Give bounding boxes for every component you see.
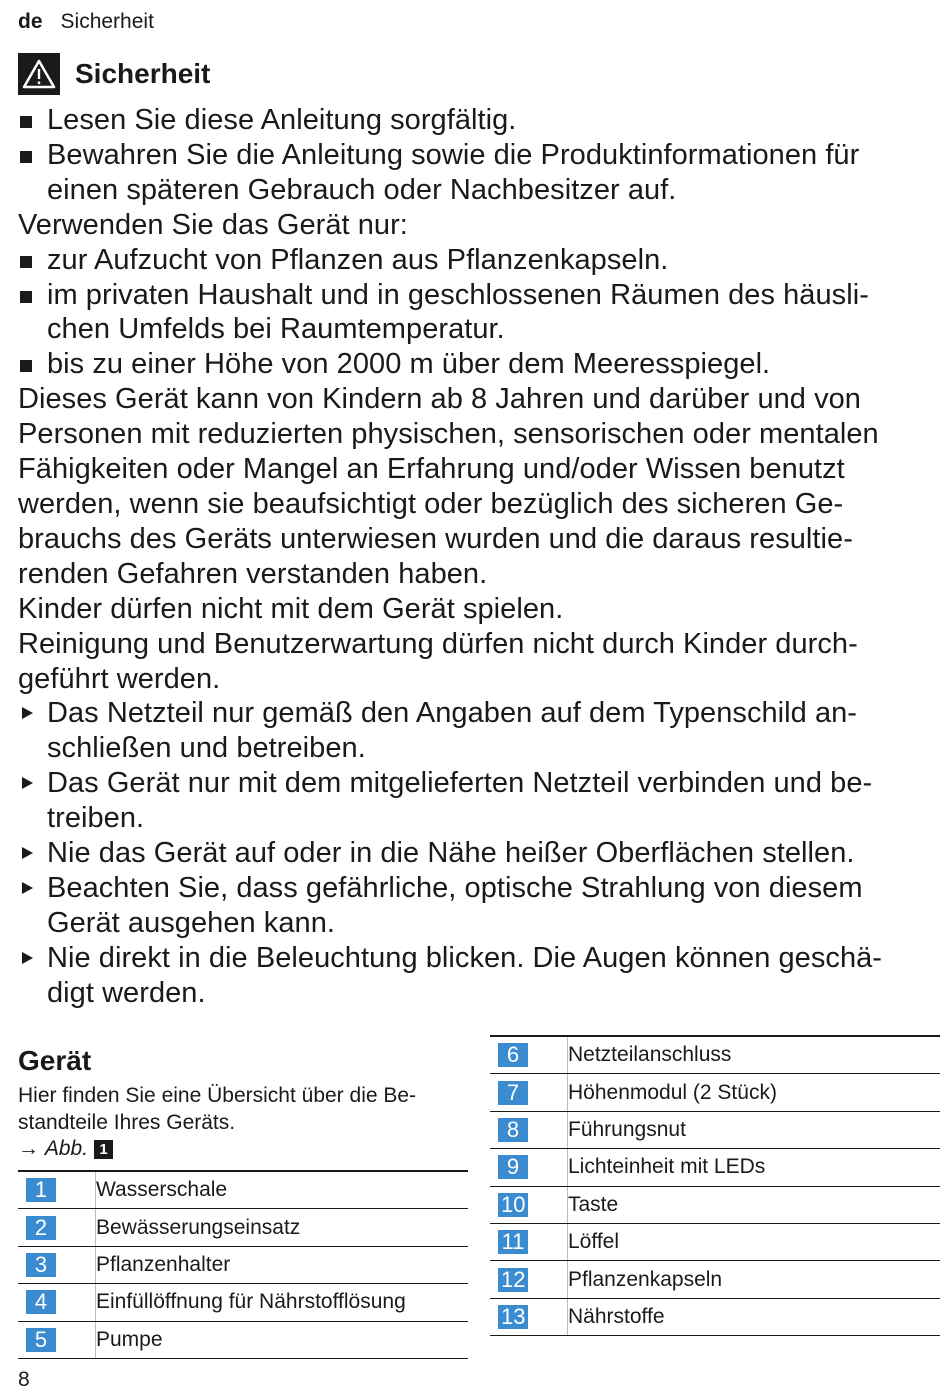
part-number-cell xyxy=(490,1299,568,1335)
table-row xyxy=(490,1149,940,1186)
bullet-item: Lesen Sie diese Anleitung sorgfältig. xyxy=(18,103,943,138)
part-number-cell xyxy=(18,1172,96,1208)
parts-table-right xyxy=(490,1035,940,1336)
action-continuation: Gerät ausgehen kann. xyxy=(47,906,335,939)
triangle-arrow-icon xyxy=(18,836,47,871)
part-name: Bewässerungseinsatz xyxy=(96,1215,301,1239)
device-section xyxy=(18,1042,468,1359)
part-number-badge: 3 xyxy=(26,1253,56,1277)
paragraph-line: geführt werden. xyxy=(18,662,221,695)
part-number-badge: 4 xyxy=(26,1290,56,1314)
part-number-badge: 9 xyxy=(498,1155,528,1179)
bullet-item: Bewahren Sie die Anleitung sowie die Produktinformationen für xyxy=(18,138,943,173)
table-row xyxy=(490,1224,940,1261)
language-code: de xyxy=(18,10,43,33)
part-name: Wasserschale xyxy=(96,1178,228,1202)
table-row xyxy=(18,1247,468,1284)
bullet-item: bis zu einer Höhe von 2000 m über dem Meeresspiegel. xyxy=(18,347,943,382)
square-bullet-icon xyxy=(18,347,47,382)
triangle-arrow-icon xyxy=(18,766,47,801)
page-header xyxy=(18,8,154,36)
part-number-badge: 13 xyxy=(498,1305,528,1329)
table-row xyxy=(18,1172,468,1209)
square-bullet-icon xyxy=(18,138,47,173)
table-row xyxy=(490,1037,940,1074)
part-number-badge: 11 xyxy=(498,1230,528,1254)
part-number-cell xyxy=(18,1284,96,1320)
table-row xyxy=(490,1112,940,1149)
action-item: Beachten Sie, dass gefährliche, optische Strahlung von diesem xyxy=(18,871,943,906)
part-name: Pflanzenkapseln xyxy=(568,1267,723,1291)
bullet-continuation: einen späteren Gebrauch oder Nachbesitzer auf. xyxy=(47,173,677,206)
paragraph-line: brauchs des Geräts unterwiesen wurden und die daraus resultie- xyxy=(18,522,853,555)
part-name: Löffel xyxy=(568,1230,619,1254)
part-name: Taste xyxy=(568,1192,619,1216)
part-name: Höhenmodul (2 Stück) xyxy=(568,1080,777,1104)
part-number-badge: 1 xyxy=(26,1178,56,1202)
part-number-badge: 7 xyxy=(498,1081,528,1105)
table-row xyxy=(490,1187,940,1224)
part-number-cell xyxy=(490,1149,568,1185)
safety-text xyxy=(18,103,943,1011)
part-number-cell xyxy=(490,1074,568,1110)
part-number-cell xyxy=(18,1209,96,1245)
action-item: Nie direkt in die Beleuchtung blicken. Die Augen können geschä- xyxy=(18,941,943,976)
table-row xyxy=(18,1209,468,1246)
paragraph-line: Reinigung und Benutzerwartung dürfen nicht durch Kinder durch- xyxy=(18,627,858,660)
part-number-cell xyxy=(490,1037,568,1073)
triangle-arrow-icon xyxy=(18,696,47,731)
part-name: Pflanzenhalter xyxy=(96,1252,231,1276)
bullet-item: im privaten Haushalt und in geschlossenen Räumen des häusli- xyxy=(18,278,943,313)
square-bullet-icon xyxy=(18,243,47,278)
section-heading xyxy=(18,45,943,103)
bullet-item: zur Aufzucht von Pflanzen aus Pflanzenkapseln. xyxy=(18,243,943,278)
header-section: Sicherheit xyxy=(60,10,154,33)
part-number-badge: 8 xyxy=(498,1118,528,1142)
table-row xyxy=(490,1299,940,1336)
table-row xyxy=(18,1322,468,1359)
part-number-badge: 2 xyxy=(26,1216,56,1240)
paragraph-line: Personen mit reduzierten physischen, sensorischen oder mentalen xyxy=(18,418,879,451)
part-number-cell xyxy=(490,1187,568,1223)
action-continuation: treiben. xyxy=(47,802,145,835)
action-item: Das Gerät nur mit dem mitgelieferten Netzteil verbinden und be- xyxy=(18,766,943,801)
part-number-badge: 10 xyxy=(498,1193,528,1217)
part-name: Nährstoffe xyxy=(568,1304,665,1328)
device-intro-line: standteile Ihres Geräts. xyxy=(18,1111,236,1134)
part-number-badge: 12 xyxy=(498,1268,528,1292)
paragraph-line: werden, wenn sie beaufsichtigt oder bezüglich des sicheren Ge- xyxy=(18,487,844,520)
bullet-continuation: chen Umfelds bei Raumtemperatur. xyxy=(47,313,505,346)
paragraph-line: Kinder dürfen nicht mit dem Gerät spielen. xyxy=(18,592,564,625)
table-row xyxy=(18,1284,468,1321)
action-continuation: schließen und betreiben. xyxy=(47,732,366,765)
part-number-cell xyxy=(490,1224,568,1260)
part-name: Lichteinheit mit LEDs xyxy=(568,1155,766,1179)
part-number-cell xyxy=(490,1261,568,1297)
device-heading: Gerät xyxy=(18,1045,92,1076)
paragraph-line: renden Gefahren verstanden haben. xyxy=(18,557,488,590)
part-name: Einfüllöffnung für Nährstofflösung xyxy=(96,1290,406,1314)
square-bullet-icon xyxy=(18,103,47,138)
action-continuation: digt werden. xyxy=(47,976,206,1009)
table-row xyxy=(490,1261,940,1298)
triangle-arrow-icon xyxy=(18,941,47,976)
triangle-arrow-icon xyxy=(18,871,47,906)
part-number-cell xyxy=(490,1112,568,1148)
action-item: Das Netzteil nur gemäß den Angaben auf dem Typenschild an- xyxy=(18,696,943,731)
arrow-icon: → xyxy=(18,1137,39,1160)
warning-triangle-icon xyxy=(18,53,60,95)
paragraph-line: Dieses Gerät kann von Kindern ab 8 Jahren und darüber und von xyxy=(18,383,861,416)
page-title: Sicherheit xyxy=(75,58,211,89)
device-intro-line: Hier finden Sie eine Übersicht über die Be- xyxy=(18,1084,417,1107)
page-number: 8 xyxy=(18,1368,30,1391)
part-name: Führungsnut xyxy=(568,1117,686,1141)
figure-reference xyxy=(18,1136,468,1162)
figure-label: Abb. xyxy=(44,1137,89,1160)
safety-section xyxy=(18,45,943,1011)
paragraph-line: Fähigkeiten oder Mangel an Erfahrung und/oder Wissen benutzt xyxy=(18,453,845,486)
action-item: Nie das Gerät auf oder in die Nähe heißer Oberflächen stellen. xyxy=(18,836,943,871)
parts-table-left xyxy=(18,1170,468,1359)
table-row xyxy=(490,1074,940,1111)
part-number-badge: 5 xyxy=(26,1328,56,1352)
part-number-cell xyxy=(18,1322,96,1358)
square-bullet-icon xyxy=(18,278,47,313)
part-number-badge: 6 xyxy=(498,1043,528,1067)
part-name: Netzteilanschluss xyxy=(568,1043,732,1067)
figure-number: 1 xyxy=(94,1140,113,1159)
part-number-cell xyxy=(18,1247,96,1283)
part-name: Pumpe xyxy=(96,1327,163,1351)
paragraph-line: Verwenden Sie das Gerät nur: xyxy=(18,208,408,241)
